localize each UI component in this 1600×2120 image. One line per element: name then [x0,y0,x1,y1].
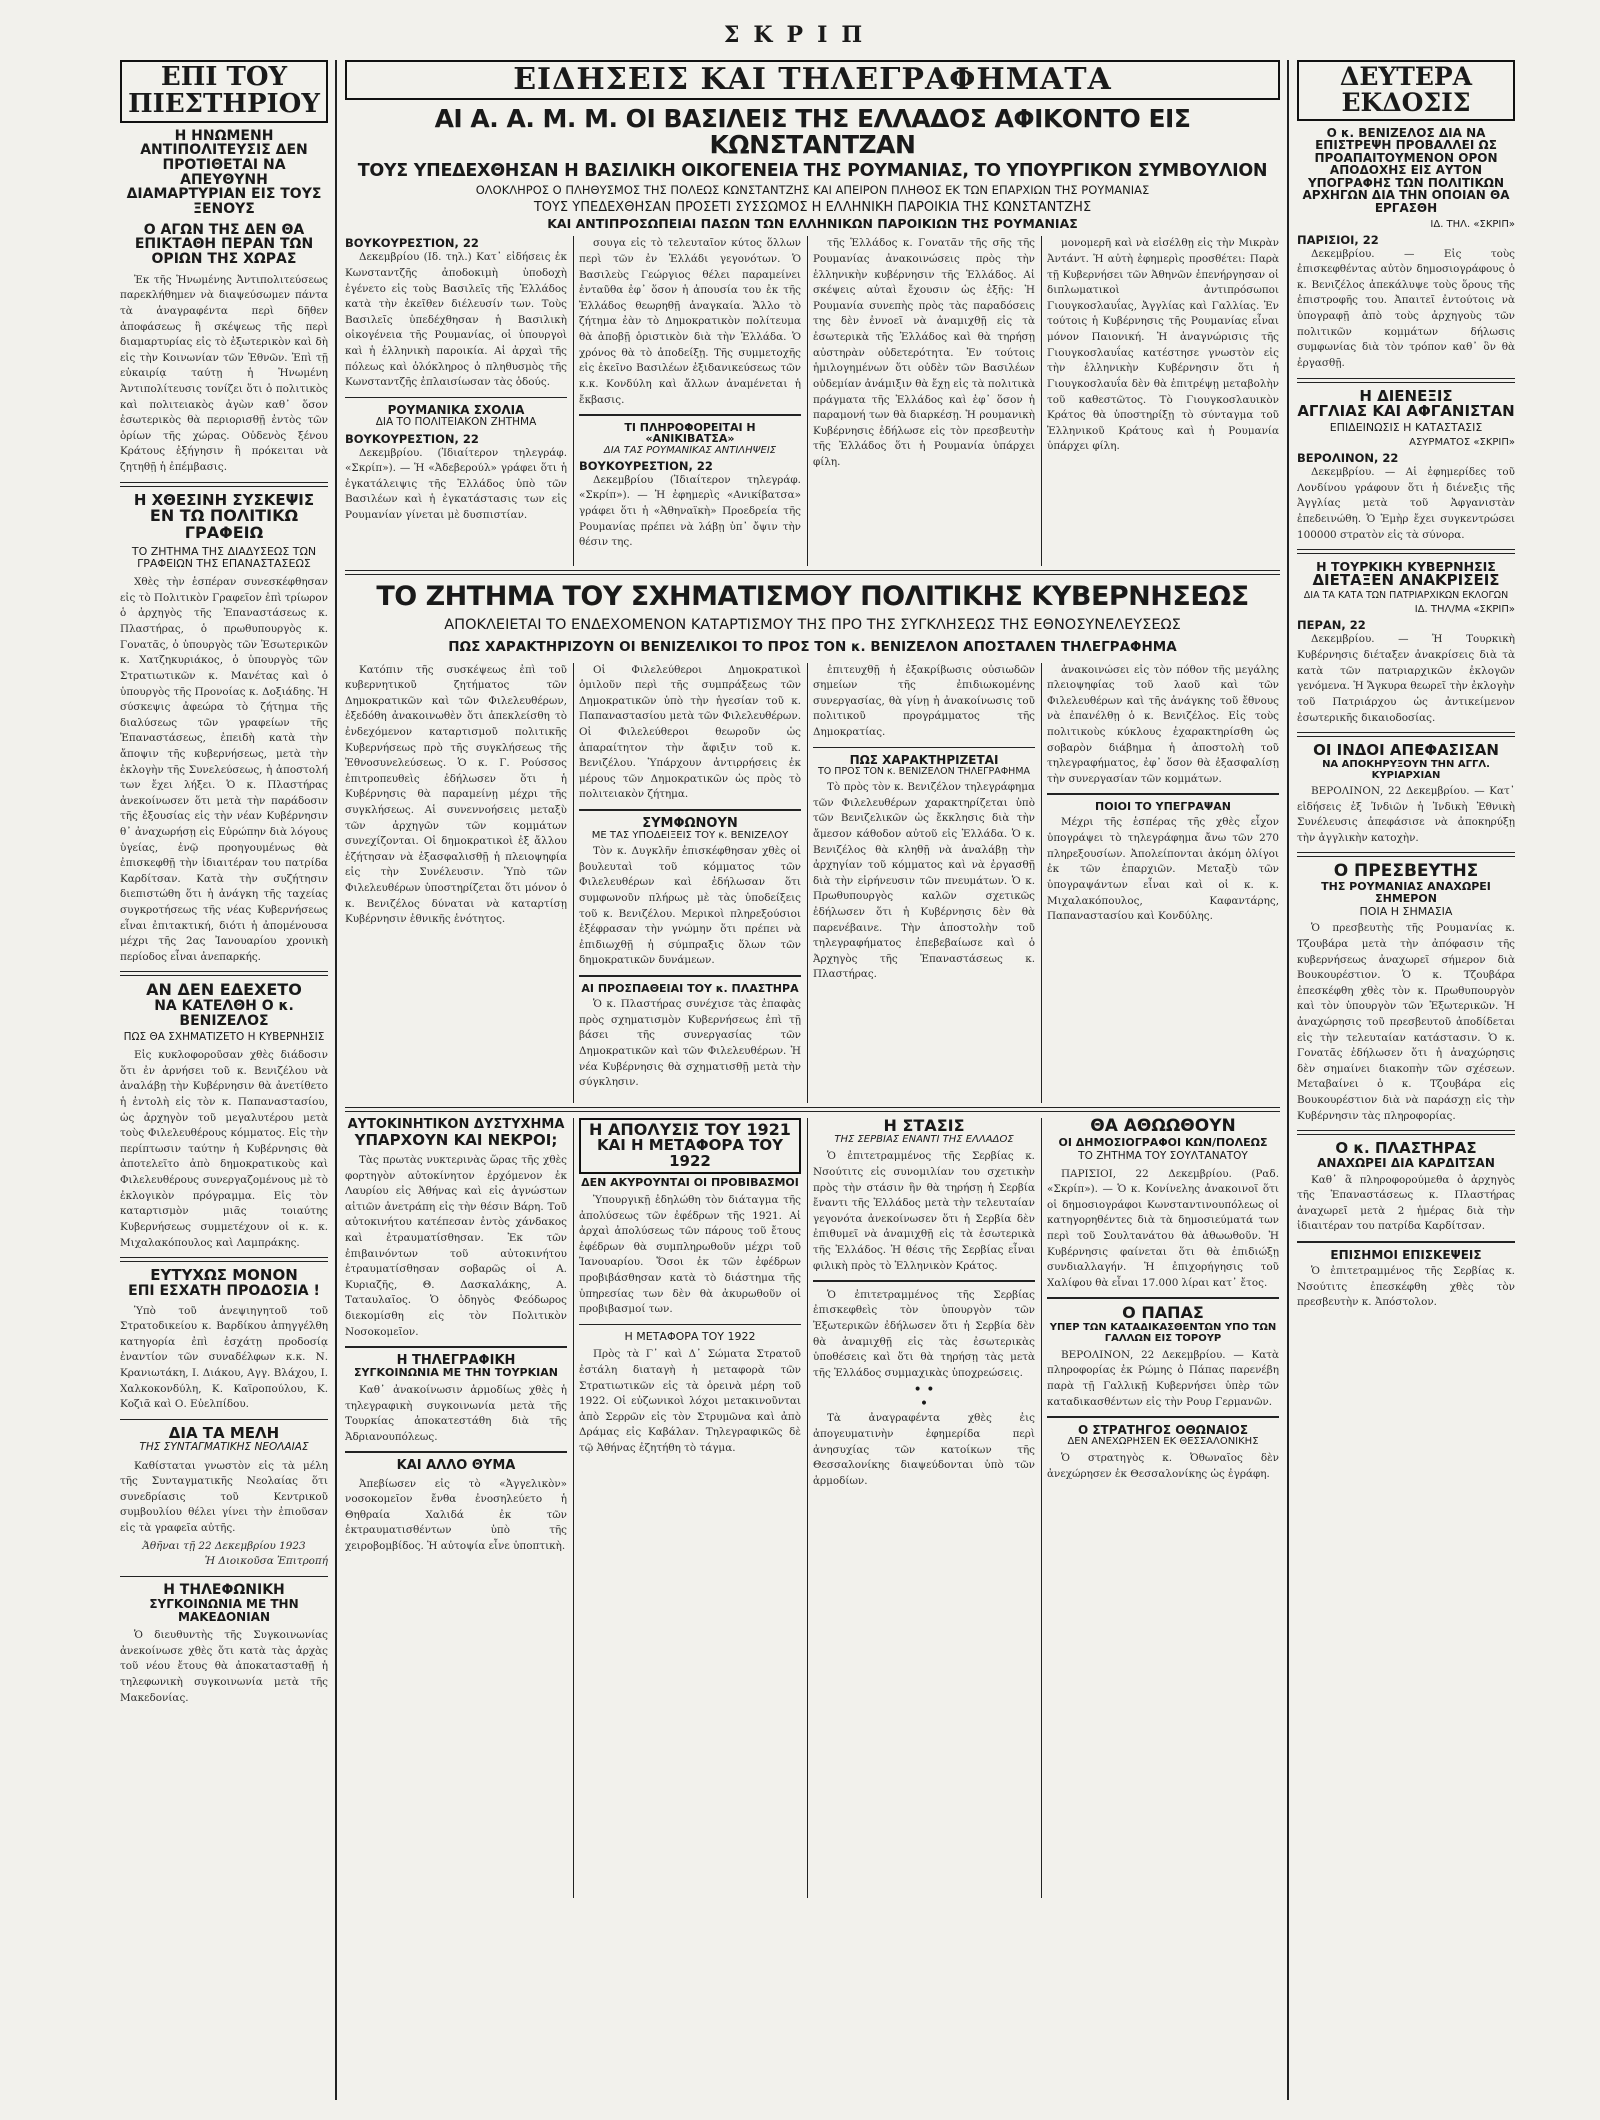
article-text: Οἱ Φιλελεύθεροι Δημοκρατικοὶ ὁμιλοῦν περὶ τῆς συμπράξεως τῶν Δημοκρατικῶν ὑπὸ τὴν ἡγεσίαν τοῦ κ. Παπαναστασίου μετὰ τῶν Φιλελευθέρων. Οἱ Φιλελεύθεροι θεωροῦν ὡς ἀπαραίτητον τὴν ἄφιξιν τοῦ κ. Βενιζέλου. Ὑπάρχουν ἀντιρρήσεις ἐκ μέρους τῶν Δημοκρατικῶν ὡς πρὸς τὸ πολιτειακὸν ζήτημα. [579,663,801,801]
divider [1047,793,1279,795]
subheadline: ΠΩΣ ΘΑ ΣΧΗΜΑΤΙΖΕΤΟ Η ΚΥΒΕΡΝΗΣΙΣ [123,1030,325,1043]
center-section [345,60,1280,2110]
byline: ΙΔ. ΤΗΛ/ΜΑ «ΣΚΡΙΠ» [1414,604,1515,616]
news-column [1047,236,1279,566]
subheadline: ΜΕ ΤΑΣ ΥΠΟΔΕΙΞΕΙΣ ΤΟΥ κ. ΒΕΝΙΖΕΛΟΥ [591,830,789,842]
dateline: ΒΟΥΚΟΥΡΕΣΤΙΟΝ, 22 [345,431,479,446]
article-text: Εἰς κυκλοφοροῦσαν χθὲς διάδοσιν ὅτι ἐν ἀρνήσει τοῦ κ. Βενιζέλου νὰ ἀναλάβῃ τὴν Κυβέρνησιν θὰ ἀνετίθετο ἡ ἐντολὴ εἰς τὸν κ. Παπαναστασίου, ὡς ἀρχηγὸν τοῦ μεγαλυτέρου μετὰ τοὺς Φιλελευθέρους κόμματος. Εἰς τὴν περίπτωσιν ταύτην ἡ Κυβέρνησις θὰ ἀποτελεῖτο ἀπὸ δημοκρατικοὺς καὶ Φιλελευθέρους συνεργαζομένους μὲ τὸ ἐκλογικὸν πρόγραμμα. Εἰς τὸν καταρτισμὸν μιᾶς τοιαύτης Κυβερνήσεως συμμετέχουν οἱ κ. κ. Μιχαλακόπουλος καὶ Λαμπράκης. [120,1049,328,1249]
government-block [345,663,1280,1103]
article-text: Δεκεμβρίου. — Εἰς τοὺς ἐπισκεφθέντας αὐτὸν δημοσιογράφους ὁ κ. Βενιζέλος ἀπεκάλυψε τοὺς ὅρους τῆς ἐπιστροφῆς του. Ἀπαιτεῖ ἐντούτοις νὰ ὑπογραφῇ ἀπὸ τοὺς ἀρχηγοὺς τῶν πολιτικῶν κομμάτων δήλωσις συμφωνίας διὰ τὸν τρόπον καθ᾽ ὃν θὰ ἐργασθῇ. [1297,247,1515,369]
article-text: ἐπιτευχθῇ ἡ ἐξακρίβωσις οὐσιωδῶν σημείων τῆς ἐπιδιωκομένης συνεργασίας, θὰ γίνῃ ἡ ἀνακοίνωσις τοῦ πολιτικοῦ προγράμματος τῆς Δημοκρατίας. [813,663,1035,738]
headline: Η ΤΗΛΕΓΡΑΦΙΚΗ [396,1352,516,1368]
banner-title: ΕΙΔΗΣΕΙΣ ΚΑΙ ΤΗΛΕΓΡΑΦΗΜΑΤΑ [513,62,1112,97]
column-rule [573,236,574,566]
headline: ΝΑ ΚΑΤΕΛΘΗ Ο κ. ΒΕΝΙΖΕΛΟΣ [154,998,294,1029]
dateline: ΠΑΡΙΣΙΟΙ, 22 [1297,232,1379,247]
headline: ΤΗΣ ΡΟΥΜΑΝΙΑΣ ΑΝΑΧΩΡΕΙ ΣΗΜΕΡΟΝ [1321,880,1491,905]
headline: Η ΤΟΥΡΚΙΚΗ ΚΥΒΕΡΝΗΣΙΣ [1316,559,1496,575]
byline: ΑΣΥΡΜΑΤΟΣ «ΣΚΡΙΠ» [1409,437,1515,449]
article-text: Ὁ ἐπιτετραμμένος τῆς Σερβίας ἐπισκεφθεὶς τὸν ὑπουργὸν τῶν Ἐξωτερικῶν ἐδήλωσεν ὅτι ἡ Σερβία δὲν θὰ ἀναμιχθῇ εἰς τὰς ἐσωτερικὰς ὑποθέσεις καὶ ὅτι θὰ τηρήσῃ τὰς μετὰ τῆς Ἑλλάδος συμμαχικὰς ὑποχρεώσεις. [813,1288,1035,1379]
headline: ΕΝ ΤΩ ΠΟΛΙΤΙΚΩ ΓΡΑΦΕΙΩ [149,506,299,543]
news-column [1047,1118,1279,1898]
divider [120,1257,328,1262]
headline: ΑΝ ΔΕΝ ΕΔΕΧΕΤΟ [146,980,302,1000]
article-text: Ὁ ἐπιτετραμμένος τῆς Σερβίας κ. Νσούτιτς εἰς συνομιλίαν του σχετικὴν πρὸς τὴν στάσιν ἣν θὰ τηρήσῃ ἡ Σερβία ἔναντι τῆς Ἑλλάδος μετὰ τὴν τελευταίαν γεγονότα ἀνεκοίνωσεν ὅτι ἡ Σερβία δὲν ἐπιθυμεῖ νὰ ἀναμιχθῇ εἰς τὰ ἐσωτερικὰ τῆς Ἑλλάδος. Ἡ θέσις τῆς Σερβίας εἶναι φιλικὴ πρὸς τὸ Ἑλληνικὸν Κράτος. [813,1150,1035,1272]
article-text: Δεκεμβρίου. (Ἰδιαίτερον τηλεγράφ. «Σκρίπ»). — Ἡ «Ἀδεβερούλ» γράφει ὅτι ἡ ἐγκατάλειψις τῆς Ἑλλάδος ὑπὸ τῶν Βασιλέων καὶ ἡ ἐγκατάστασις των εἰς Ρουμανίαν γίνεται μὲ δυσπιστίαν. [345,446,567,521]
news-column [813,236,1035,566]
article-text: Κατόπιν τῆς συσκέψεως ἐπὶ τοῦ κυβερνητικοῦ ζητήματος τῶν Δημοκρατικῶν καὶ τῶν Φιλελευθέρων, ἐξεδόθη ἀνακοινωθὲν ὅτι ἀπεκλείσθη τὸ ἐνδεχόμενον καταρτισμοῦ πολιτικῆς Κυβερνήσεως πρὸ τῆς συγκλήσεως τῆς Ἐθνοσυνελεύσεως. Ὁ κ. Γ. Ρούσσος ἐπιτροπευθεὶς ἐδήλωσεν ὅτι ἡ Κυβέρνησις θὰ παραμείνῃ μέχρι τῆς συγκλήσεως. Αἱ συνεννοήσεις μεταξὺ τῶν ἀρχηγῶν τῶν κομμάτων συνεχίζονται. Οἱ δημοκρατικοὶ ἐξ ἄλλου ἐζήτησαν νὰ ἐξασφαλισθῇ ἡ πλειοψηφία εἰς τὴν Συνέλευσιν. Ὑπὸ τῶν Φιλελευθέρων ὑποστηρίζεται ὅτι μόνον ὁ κ. Βενιζέλος δύναται νὰ καταρτίσῃ Κυβέρνησιν ἐθνικῆς ἑνότητος. [345,663,567,926]
subheadline: Ο κ. ΒΕΝΙΖΕΛΟΣ ΔΙΑ ΝΑ ΕΠΙΣΤΡΕΨΗ ΠΡΟΒΑΛΛΕΙ ΩΣ ΠΡΟΑΠΑΙΤΟΥΜΕΝΟΝ ΟΡΟΝ ΑΠΟΔΟΧΗΣ ΕΙΣ ΑΥΤΟΝ ΥΠΟΓΡΑΦΗΣ ΤΩΝ ΠΟΛΙΤΙΚΩΝ ΑΡΧΗΓΩΝ ΔΙΑ ΤΗΝ ΟΠΟΙΑΝ ΘΑ ΕΡΓΑΣΘΗ [1302,125,1510,216]
article-text: Ὁ κ. Πλαστήρας συνέχισε τὰς ἐπαφὰς πρὸς σχηματισμὸν Κυβερνήσεως ἐπὶ τῇ βάσει τῆς συνεργασίας τῶν Δημοκρατικῶν καὶ τῶν Φιλελευθέρων. Ἡ νέα Κυβέρνησις θὰ σχηματισθῇ μετὰ τὴν σύγκλησιν. [579,998,801,1089]
headline: Η ΣΤΑΣΙΣ [883,1117,965,1135]
article-text: Καθ᾽ ἀνακοίνωσιν ἀρμοδίως χθὲς ἡ τηλεγραφικὴ συγκοινωνία μετὰ τῆς Τουρκίας ἀποκατεστάθη διὰ τῆς Ἀδριανουπόλεως. [345,1383,567,1443]
article-text: ΠΑΡΙΣΙΟΙ, 22 Δεκεμβρίου. (Ραδ. «Σκρίπ»). — Ὁ κ. Κονίνελης ἀνακοινοῖ ὅτι οἱ δημοσιογράφοι Κωνσταντινουπόλεως οἱ κατηγορηθέντες διὰ τὰ δημοσιεύματά των περὶ τοῦ Σουλτανάτου θὰ ἀθωωθοῦν. Ἡ Κυβέρνησις φαίνεται ὅτι θὰ ἐπιδιώξῃ συνδιαλλαγήν. Ἡ ἐπιχορήγησις τοῦ Χαλίφου θὰ εἶναι 17.000 λίραι κατ᾽ ἔτος. [1047,1167,1279,1289]
main-subheadline: ΚΑΙ ΑΝΤΙΠΡΟΣΩΠΕΙΑΙ ΠΑΣΩΝ ΤΩΝ ΕΛΛΗΝΙΚΩΝ ΠΑΡΟΙΚΙΩΝ ΤΗΣ ΡΟΥΜΑΝΙΑΣ [547,216,1078,232]
article-text: Τὸν κ. Δυγκλῆν ἐπισκέφθησαν χθὲς οἱ βουλευταὶ τοῦ κόμματος τῶν Φιλελευθέρων καὶ ἐδήλωσαν ὅτι συμφωνοῦν πλήρως μὲ τὰς ὑποδείξεις τοῦ κ. Βενιζέλου. Μερικοὶ πληρεξούσιοι ἐξέφρασαν τὴν γνώμην ὅτι πρέπει νὰ ἐπιδιωχθῇ ἡ σύμπραξις ὅλων τῶν δημοκρατικῶν δυνάμεων. [579,845,801,967]
article-text: τῆς Ἑλλάδος κ. Γονατᾶν τῆς σῆς τῆς Ρουμανίας ἀνακοινώσεις πρὸς τὴν ἑλληνικὴν κυβέρνησιν τῆς Ἑλλάδος. Αἱ σκέψεις αὐταὶ ἔχουσιν ὡς ἑξῆς: Ἡ Ρουμανία συνεπὴς πρὸς τὰς παραδόσεις της δὲν ἐννοεῖ νὰ ἀναμιχθῇ εἰς τὰ ἐσωτερικὰ τῆς Ἑλλάδος καὶ θὰ τηρήσῃ αὐστηρὰν οὐδετερότητα. Ἐν τούτοις ἡμιλογημένων ὅτι οὐδὲν τῶν Βασιλέων οὐδεμίαν ἀνάμιξιν θὰ ἔχῃ εἰς τὰ πολιτικὰ πράγματα τῆς Ἑλλάδος καὶ ἐφ᾽ ὅσον ἡ παραμονή των θὰ διαρκέσῃ. Ἡ ρουμανικὴ Κυβέρνησις ἐδήλωσε εἰς τὸν πρεσβευτὴν τῆς Ἑλλάδος ὅτι ἡ Ρουμανία ὑπάρχει φίλη. [813,237,1035,468]
subheadline: ΑΠΟΚΛΕΙΕΤΑΙ ΤΟ ΕΝΔΕΧΟΜΕΝΟΝ ΚΑΤΑΡΤΙΣΜΟΥ ΤΗΣ ΠΡΟ ΤΗΣ ΣΥΓΚΛΗΣΕΩΣ ΤΗΣ ΕΘΝΟΣΥΝΕΛΕΥΣΕΩΣ [444,616,1181,633]
subheadline: ΔΙΑ ΤΟ ΠΟΛΙΤΕΙΑΚΟΝ ΖΗΤΗΜΑ [375,416,537,429]
column-rule [807,1118,808,1898]
column-rule [1041,663,1042,1103]
column-rule [573,1118,574,1898]
subheadline: ΔΙΑ ΤΑ ΚΑΤΑ ΤΩΝ ΠΑΤΡΙΑΡΧΙΚΩΝ ΕΚΛΟΓΩΝ [1303,590,1509,602]
headline: ΡΟΥΜΑΝΙΚΑ ΣΧΟΛΙΑ [387,403,525,418]
headline: ΔΕΥΤΕΡΑ ΕΚΔΟΣΙΣ [1339,62,1473,118]
headline: ΑΙ ΠΡΟΣΠΑΘΕΙΑΙ ΤΟΥ κ. ΠΛΑΣΤΗΡΑ [581,981,799,995]
column-rule [1041,1118,1042,1898]
column-rule [1041,236,1042,566]
subheadline: ΔΙΑ ΤΑΣ ΡΟΥΜΑΝΙΚΑΣ ΑΝΤΙΛΗΨΕΙΣ [603,444,777,456]
headline: ΣΥΜΦΩΝΟΥΝ [642,815,738,831]
article-text: Ὁ διευθυντὴς τῆς Συγκοινωνίας ἀνεκοίνωσε χθὲς ὅτι κατὰ τὰς ἀρχὰς τοῦ νέου ἔτους θὰ ἀποκατασταθῇ ἡ τηλεφωνικὴ συγκοινωνία μετὰ τῆς Μακεδονίας. [120,1629,328,1704]
headline: Η ΑΠΟΛΥΣΙΣ ΤΟΥ 1921 [589,1119,791,1139]
headline: ΔΙΑ ΤΑ ΜΕΛΗ [168,1424,280,1443]
article-text: ΒΕΡΟΛΙΝΟΝ, 22 Δεκεμβρίου. — Κατ᾽ εἰδήσεις ἐξ Ἰνδιῶν ἡ Ἰνδικὴ Ἐθνικὴ Συνέλευσις ἀπεφάσισε νὰ ἀποκηρύξῃ τὴν ἀγγλικὴν κατοχὴν. [1297,784,1515,844]
headline-box [579,1118,801,1174]
dateline: ΒΟΥΚΟΥΡΕΣΤΙΟΝ, 22 [579,458,713,473]
article-text: Δεκεμβρίου (Ιδ. τηλ.) Κατ᾽ εἰδήσεις ἐκ Κωνσταντζῆς ἀποδοκιμὴ ὑποδοχὴ ἐγένετο εἰς τοὺς Βασιλεῖς τῆς Ἑλλάδος κατὰ τὴν ἐκεῖθεν διέλευσίν των. Τοὺς Βασιλεῖς ὑπεδέχθησαν ἡ Βασιλικὴ οἰκογένεια τῆς Ρουμανίας, οἱ ὑπουργοὶ καὶ ἡ ἑλληνικὴ παροικία. Αἱ ἀρχαὶ τῆς πόλεως καὶ ὁλόκληρος ὁ πληθυσμὸς τῆς Κωνσταντζῆς ἐπλαισίωσαν τὰς ὁδούς. [345,251,567,389]
article-text: Ὁ ἐπιτετραμμένος τῆς Σερβίας κ. Νσούτιτς ἐπεσκέφθη χθὲς τὸν πρεσβευτὴν κ. Ἀπόστολον. [1297,1265,1515,1309]
column-rule-right [1287,60,1289,2100]
bottom-news-block [345,1118,1280,1898]
masthead: ΣΚΡΙΠ [723,22,877,48]
article-text: Ἐκ τῆς Ἡνωμένης Ἀντιπολιτεύσεως παρεκλήθημεν νὰ διαψεύσωμεν πάντα τὰ ἀναγραφέντα περὶ δῆθεν ἀποφάσεως ἢ σκέψεως τῆς περὶ διαμαρτυρίας εἰς τὸ ἐξωτερικὸν καὶ δὴ εἰς τὴν Κοινωνίαν τῶν Ἐθνῶν. Ἐπὶ τῇ εὐκαιρίᾳ ταύτῃ ἡ Ἡνωμένη Ἀντιπολίτευσις τονίζει ὅτι ὁ πολιτικὸς καὶ πολιτειακὸς ἀγὼν καθ᾽ ὅσον ἐσωτερικὸς θὰ περιορισθῇ ἐντὸς τῶν ὁρίων τῆς χώρας. Οὐδενὸς ξένου Κράτους ἐξήγησιν ἢ πρόκειται νὰ ζητηθῇ ἡ ἐπέμβασις. [120,273,328,474]
headline: ΕΠΙ ΕΣΧΑΤΗ ΠΡΟΔΟΣΙΑ ! [128,1282,320,1299]
article-text: Ὁ πρεσβευτὴς τῆς Ρουμανίας κ. Τζουβάρα μετὰ τὴν ἀπόφασιν τῆς κυβερνήσεως ἀναχωρεῖ σήμερον διὰ Βουκουρέστιον. Ὁ κ. Τζουβάρα ἐπεσκέφθη χθὲς τὸν κ. Πρωθυπουργὸν καὶ τὸν ὑπουργὸν τῶν Ἐξωτερικῶν. Ἡ ἀναχώρησις τοῦ πρεσβευτοῦ ἀποδίδεται εἰς τὴν τελευταίαν κατάστασιν. Ὁ κ. Γονατᾶς ἐδήλωσεν ὅτι ἡ ἀναχώρησις δὲν σημαίνει διακοπὴν τῶν σχέσεων. Μεταβαίνει ὁ κ. Τζουβάρα εἰς Βουκουρέστιον διὰ νὰ παράσχῃ εἰς τὴν Κυβέρνησιν τὰς πληροφορίας. [1297,922,1515,1122]
headline: ΚΑΙ ΑΛΛΟ ΘΥΜΑ [396,1457,516,1473]
divider [579,809,801,811]
headline: Ο κ. ΠΛΑΣΤΗΡΑΣ [1335,1139,1477,1158]
main-headline: ΑΙ Α. Α. Μ. Μ. ΟΙ ΒΑΣΙΛΕΙΣ ΤΗΣ ΕΛΛΑΔΟΣ ΑΦΙΚΟΝΤΟ ΕΙΣ ΚΩΝΣΤΑΝΤΖΑΝ [434,103,1191,159]
divider [1297,549,1515,554]
article-text: Δεκεμβρίου. — Ἡ Τουρκικὴ Κυβέρνησις διέταξεν ἀνακρίσεις διὰ τὰ κατὰ τῶν πατριαρχικῶν ἐκλογῶν γενόμενα. Ἡ Ἄγκυρα θεωρεῖ τὴν ἐκλογὴν τοῦ Πατριάρχου ὡς ἀντικείμενον ἐσωτερικῆς δικαιοδοσίας. [1297,633,1515,724]
dateline: ΠΕΡΑΝ, 22 [1297,618,1366,633]
royal-news-block [345,236,1280,566]
article-text: Μέχρι τῆς ἑσπέρας τῆς χθὲς εἶχον ὑπογράψει τὸ τηλεγράφημα ἄνω τῶν 270 πληρεξουσίων. Ἀπολείπονται ἀκόμη ὀλίγοι ἐκ τῶν ἐπαρχιῶν. Μεταξὺ τῶν ὑπογραψάντων εἶναι καὶ οἱ κ. κ. Μιχαλακόπουλος, Καφαντάρης, Παπαναστασίου καὶ Κονδύλης. [1047,816,1279,923]
subheadline: Η ΗΝΩΜΕΝΗ ΑΝΤΙΠΟΛΙΤΕΥΣΙΣ ΔΕΝ ΠΡΟΤΙΘΕΤΑΙ ΝΑ ΑΠΕΥΘΥΝΗ ΔΙΑΜΑΡΤΥΡΙΑΝ ΕΙΣ ΤΟΥΣ ΞΕΝΟΥΣ [126,127,322,218]
column-rule [807,663,808,1103]
divider [345,397,567,399]
headline: ΕΠΙΣΗΜΟΙ ΕΠΙΣΚΕΨΕΙΣ [1330,1247,1482,1262]
article-text: Ὁ στρατηγὸς κ. Ὀθωναῖος δὲν ἀνεχώρησεν ἐκ Θεσσαλονίκης ὡς ἐγράφη. [1047,1452,1279,1480]
divider [1297,1241,1515,1243]
news-column [579,236,801,566]
divider [345,1451,567,1453]
byline: ΙΔ. ΤΗΛ. «ΣΚΡΙΠ» [1430,218,1515,230]
article-text: Ἀπεβίωσεν εἰς τὸ «Ἀγγελικὸν» νοσοκομεῖον ἔνθα ἐνοσηλεύετο ἡ Θηθραία Χαλιδά ἐκ τῶν ἐκτραυματισθέντων ὑπὸ τῆς χειροβομβίδος. Ἡ αὐτοψία εἶνε ὑποπτικὴ. [345,1477,567,1552]
dateline: ΒΟΥΚΟΥΡΕΣΤΙΟΝ, 22 [345,236,479,251]
signature: Ἡ Διοικοῦσα Ἐπιτροπή [204,1555,328,1568]
headline: ΕΥΤΥΧΩΣ ΜΟΝΟΝ [150,1266,298,1285]
subheadline: ΠΩΣ ΧΑΡΑΚΤΗΡΙΖΟΥΝ ΟΙ ΒΕΝΙΖΕΛΙΚΟΙ ΤΟ ΠΡΟΣ ΤΟΝ κ. ΒΕΝΙΖΕΛΟΝ ΑΠΟΣΤΑΛΕΝ ΤΗΛΕΓΡΑΦΗΜΑ [448,638,1177,655]
news-column [345,1118,567,1898]
headline: ΣΥΓΚΟΙΝΩΝΙΑ ΜΕ ΤΗΝ ΜΑΚΕΔΟΝΙΑΝ [149,1597,299,1624]
article-text: Χθὲς τὴν ἑσπέραν συνεσκέφθησαν εἰς τὸ Πολιτικὸν Γραφεῖον ἐπὶ τρίωρον ὁ ἀρχηγὸς τῆς Ἐπαναστάσεως κ. Πλαστήρας, ὁ πρωθυπουργὸς κ. Γονατᾶς, ὁ ὑπουργὸς τῶν Ἐσωτερικῶν κ. Χατζηκυριάκος, ὁ ὑπουργὸς τῶν Στρατιωτικῶν κ. Μανέτας καὶ ὁ ὑπουργὸς τῆς Προνοίας κ. Δοξιάδης. Ἡ σύσκεψις ἀφεώρα τὸ ζήτημα τῆς διαλύσεως τῶν γραφείων τῆς Ἐπαναστάσεως, ἐπειδὴ κατὰ τὴν ἄποψιν τῆς κυβερνήσεως, μετὰ τὴν ἐκλογὴν τῆς Συνελεύσεως, ἡ ἀποστολή των ἔχει λήξει. Ὁ κ. Πλαστήρας ἀνεκοίνωσεν ὅτι μετὰ τὴν παράδοσιν τῆς ἐξουσίας εἰς τὴν νέαν Κυβέρνησιν θ᾽ ἀναχωρήσῃ εἰς Εὐρώπην διὰ λόγους ὑγείας, ἐνῷ προηγουμένως θὰ ἐπισκεφθῇ τὴν ἰδιαιτέραν του πατρίδα Καρδίτσαν. Κατὰ τὴν συζήτησιν διεπιστώθη ὅτι ἡ ἀνάγκη τῆς ταχείας συγκροτήσεως τῆς νέας Κυβερνήσεως εἶναι ἐπιτακτική, διότι ἡ ἀπομένουσα μέχρι τῆς 2ας Ἰανουαρίου χρονικὴ περίοδος εἶναι ἀνεπαρκής. [120,576,328,963]
article-text: Δεκεμβρίου. — Αἱ ἐφημερίδες τοῦ Λονδίνου γράφουν ὅτι ἡ διένεξις τῆς Ἀγγλίας μετὰ τοῦ Ἀφγανιστὰν ἐπεδεινώθη. Ὁ Ἐμὴρ ἔχει συγκεντρώσει 100000 στρατὸν εἰς τὰ σύνορα. [1297,466,1515,541]
headline: ΔΙΕΤΑΞΕΝ ΑΝΑΚΡΙΣΕΙΣ [1312,571,1500,590]
headline: ΟΙ ΙΝΔΟΙ ΑΠΕΦΑΣΙΣΑΝ [1313,741,1499,760]
news-column [813,1118,1035,1898]
column-rule [807,236,808,566]
news-column [813,663,1035,1103]
divider [345,1346,567,1348]
article-text: Ὑπὸ τοῦ ἀνεψιηγητοῦ τοῦ Στρατοδικείου κ. Βαρδίκου ἀπηγγέλθη κατηγορία ἐπὶ ἐσχάτῃ προδοσίᾳ ἐναντίον τῶν συναδέλφων κ.κ. Ν. Κρανιωτάκη, Ι. Διάκου, Αγγ. Βλάχου, Ι. Χαλκοκονδύλη, Κ. Καϊροπούλου, Κ. Κοζιᾶ καὶ Ο. Εὐελπίδου. [120,1304,328,1411]
main-subheadline: ΤΟΥΣ ΥΠΕΔΕΧΘΗΣΑΝ Η ΒΑΣΙΛΙΚΗ ΟΙΚΟΓΕΝΕΙΑ ΤΗΣ ΡΟΥΜΑΝΙΑΣ, ΤΟ ΥΠΟΥΡΓΙΚΟΝ ΣΥΜΒΟΥΛΙΟΝ [357,161,1268,181]
news-column [579,663,801,1103]
headline: ΠΩΣ ΧΑΡΑΚΤΗΡΙΖΕΤΑΙ [849,753,999,768]
divider [1047,1297,1279,1299]
column-rule [573,663,574,1103]
news-column [345,236,567,566]
article-text: Καθίσταται γνωστὸν εἰς τὰ μέλη τῆς Συνταγματικῆς Νεολαίας ὅτι συνεδρίασις τοῦ Κεντρικοῦ συμβουλίου θέλει γίνει τὴν ἐπιοῦσαν εἰς τὰ γραφεῖα αὐτῆς. [120,1459,328,1535]
subheadline: ΔΕΝ ΑΝΕΧΩΡΗΣΕΝ ΕΚ ΘΕΣΣΑΛΟΝΙΚΗΣ [1067,1436,1259,1448]
subheadline: ΤΟ ΖΗΤΗΜΑ ΤΟΥ ΣΟΥΛΤΑΝΑΤΟΥ [1078,1149,1248,1162]
subheadline: Η ΜΕΤΑΦΟΡΑ ΤΟΥ 1922 [624,1330,756,1344]
subheadline: ΠΟΙΑ Η ΣΗΜΑΣΙΑ [1359,905,1453,919]
left-headline-box [120,60,328,123]
headline: Ο ΣΤΡΑΤΗΓΟΣ ΟΘΩΝΑΙΟΣ [1077,1422,1249,1437]
article-text: ἀνακοινώσει εἰς τὸν πόθον τῆς μεγάλης πλειοψηφίας τοῦ λαοῦ καὶ τῶν Φιλελευθέρων καὶ τῆς ἀνάγκης τοῦ ἔθνους νὰ ἐπανέλθῃ ὁ κ. Βενιζέλος. Εἰς τοὺς πολιτικοὺς κύκλους ἐχαρακτηρίσθη ὡς σοβαρὸν διάβημα ἡ ἀποστολὴ τοῦ τηλεγραφήματος, ἐφ᾽ ὅσον θὰ ἐξασφαλίσῃ τὴν συνεργασίαν τῶν κομμάτων. [1047,663,1279,785]
divider [813,747,1035,749]
article-text: Καθ᾽ ἃ πληροφορούμεθα ὁ ἀρχηγὸς τῆς Ἐπαναστάσεως κ. Πλαστήρας ἀναχωρεῖ μετὰ 2 ἡμέρας διὰ τὴν ἰδιαιτέραν του πατρίδα Καρδίτσαν. [1297,1173,1515,1233]
headline: ΟΙ ΔΗΜΟΣΙΟΓΡΑΦΟΙ ΚΩΝ/ΠΟΛΕΩΣ [1058,1136,1268,1150]
headline: ΤΙ ΠΛΗΡΟΦΟΡΕΙΤΑΙ Η «ΑΝΙΚΙΒΑΤΣΑ» [624,420,756,446]
subheadline: ΝΑ ΑΠΟΚΗΡΥΞΟΥΝ ΤΗΝ ΑΓΓΛ. ΚΥΡΙΑΡΧΙΑΝ [1322,758,1490,781]
divider [1297,378,1515,383]
headline: ΘΑ ΑΘΩΩΘΟΥΝ [1090,1117,1236,1136]
subheadline: ΤΟ ΖΗΤΗΜΑ ΤΗΣ ΔΙΑΔΥΣΕΩΣ ΤΩΝ ΓΡΑΦΕΙΩΝ ΤΗΣ ΕΠΑΝΑΣΤΑΣΕΩΣ [131,545,317,571]
dateline: ΒΕΡΟΛΙΝΟΝ, 22 [1297,451,1399,466]
subheadline: ΤΗΣ ΣΥΝΤΑΓΜΑΤΙΚΗΣ ΝΕΟΛΑΙΑΣ [139,1441,309,1454]
headline: ΑΥΤΟΚΙΝΗΤΙΚΟΝ ΔΥΣΤΥΧΗΜΑ [347,1117,565,1132]
divider [579,1324,801,1326]
right-headline-box [1297,60,1515,121]
dateline: Ἀθῆναι τῇ 22 Δεκεμβρίου 1923 [142,1539,306,1552]
divider [579,414,801,416]
article-text: Πρὸς τὰ Γ᾽ καὶ Δ᾽ Σώματα Στρατοῦ ἐστάλη διαταγὴ ἡ μεταφορὰ τῶν Στρατιωτικῶν εἰς τὰ ὁρεινὰ μέρη τοῦ 1922. Οἱ εὐζωνικοὶ λόχοι μετακινοῦνται ἀπὸ Σερρῶν εἰς τὸν Στρυμῶνα καὶ ἀπὸ Δράμας εἰς Καβάλαν. Τηλεγραφικῶς δὲ τῷ Ἀθήνας ἐζητήθη τὸ τάγμα. [579,1348,801,1455]
divider [120,971,328,976]
article-text: Τὰς πρωτὰς νυκτερινὰς ὥρας τῆς χθὲς φορτηγὸν αὐτοκίνητον ἐρχόμενον ἐκ Λαυρίου εἰς Ἀθήνας καὶ εἰς ἀγνώστων αἰτιῶν ἀνετράπη εἰς τὴν θέσιν Βάρη. Τοῦ αὐτοκινήτου κατέπεσαν ἐντὸς χάνδακος καὶ ἐτραυματίσθησαν. Ἐκ τῶν ἐπιβαινόντων τοῦ αὐτοκινήτου ἐτραυματίσθησαν σοβαρῶς οἱ Α. Κυριαζῆς, Θ. Δασκαλάκης, Α. Ταταυλαῖος. Ὁ ὁδηγὸς Φεόδωρος διεκομίσθη εἰς τὸν Πολιτικὸν Νοσοκομεῖον. [345,1153,567,1338]
divider [1297,1130,1515,1135]
divider [120,1419,328,1421]
article-text: Τὰ ἀναγραφέντα χθὲς ἐις ἀπογευματινὴν ἐφημερίδα περὶ ἀνησυχίας τῶν κατοίκων τῆς Θεσσαλονίκης διαψεύδονται ὑπὸ τῶν ἁρμοδίων. [813,1412,1035,1487]
article-text: Ὑπουργικῇ ἐδηλώθη τὸν διάταγμα τῆς ἀπολύσεως τῶν ἐφέδρων τῆς 1921. Αἱ ἀρχαὶ ἀπολύσεως τῶν πάρους τοῦ ἔτους ἐφέδρων θὰ συμπληρωθοῦν μέχρι τοῦ Ἰανουαρίου. Ὅσοι ἐκ τῶν ἐφέδρων προβιβάσθησαν κατὰ τὸ διάστημα τῆς ὑπηρεσίας των δὲν θὰ ἀκυρωθοῦν οἱ προβιβασμοί των. [579,1193,801,1316]
news-column [345,663,567,1103]
news-column [1047,663,1279,1103]
headline: Ο ΠΡΕΣΒΕΥΤΗΣ [1333,861,1479,882]
headline: ΑΝΑΧΩΡΕΙ ΔΙΑ ΚΑΡΔΙΤΣΑΝ [1317,1156,1495,1171]
divider [1297,852,1515,857]
main-subheadline: ΟΛΟΚΛΗΡΟΣ Ο ΠΛΗΘΥΣΜΟΣ ΤΗΣ ΠΟΛΕΩΣ ΚΩΝΣΤΑΝΤΖΗΣ ΚΑΙ ΑΠΕΙΡΟΝ ΠΛΗΘΟΣ ΕΚ ΤΩΝ ΕΠΑΡΧΙΩΝ ΤΗΣ ΡΟΥΜΑΝΙΑΣ [475,183,1150,198]
headline: Η ΔΙΕΝΕΞΙΣ [1359,386,1453,405]
news-column [579,1118,801,1898]
divider [813,1280,1035,1282]
headline: Η ΧΘΕΣΙΝΗ ΣΥΣΚΕΨΙΣ [133,490,315,509]
divider [1297,732,1515,737]
article-text: σουγα εἰς τὸ τελευταῖον κύτος ὅλλων περὶ τῶν ἐν Ἑλλάδι γεγονότων. Ὁ Βασιλεὺς Γεώργιος θέλει παραμείνει ἐνταῦθα ἐφ᾽ ὅσον ἡ ἀπουσία του ἐκ τῆς Ἑλλάδος θεωρηθῇ ἀναγκαία. Ἄλλο τὸ ζήτημα ἐὰν τὸ Δημοκρατικὸν πολίτευμα θὰ ἀποβῇ ὁριστικὸν διὰ τὴν Ἑλλάδα. Ὁ χρόνος θὰ τὸ ἀποδείξῃ. Τῆς συμμετοχῆς εἰς ἐκεῖνο Βασιλέων ἐξιδανικεύσεως τῶν κ.κ. Κονδύλη καὶ ἄλλων ἀναμένεται ἡ ἔκβασις. [579,237,801,406]
subheadline: ΤΗΣ ΣΕΡΒΙΑΣ ΕΝΑΝΤΙ ΤΗΣ ΕΛΛΑΔΟΣ [834,1134,1014,1146]
divider [120,1576,328,1578]
divider [1047,1416,1279,1418]
main-subheadline: ΤΟΥΣ ΥΠΕΔΕΧΘΗΣΑΝ ΠΡΟΣΕΤΙ ΣΥΣΣΩΜΟΣ Η ΕΛΛΗΝΙΚΗ ΠΑΡΟΙΚΙΑ ΤΗΣ ΚΩΝΣΤΑΝΤΖΗΣ [533,200,1092,216]
ornament: • • • [913,1382,935,1413]
subheadline: ΕΠΙΔΕΙΝΩΣΙΣ Η ΚΑΤΑΣΤΑΣΙΣ [1329,421,1483,435]
subheadline: ΥΠΕΡ ΤΩΝ ΚΑΤΑΔΙΚΑΣΘΕΝΤΩΝ ΥΠΟ ΤΩΝ ΓΑΛΛΩΝ ΕΙΣ ΤΟΡΟΥΡ [1049,1321,1277,1344]
right-column [1297,60,1515,2110]
article-text: ΒΕΡΟΛΙΝΟΝ, 22 Δεκεμβρίου. — Κατὰ πληροφορίας ἐκ Ρώμης ὁ Πάπας παρενέβη παρὰ τῇ Γαλλικῇ Κυβερνήσει ὑπὲρ τῶν καταδικασθέντων εἰς τὴν Ρουρ Γερμανῶν. [1047,1348,1279,1408]
column-rule-left [335,60,337,2100]
headline: Ο ΠΑΠΑΣ [1122,1302,1204,1322]
article-text: μονομερῆ καὶ νὰ εἰσέλθῃ εἰς τὴν Μικρὰν Ἀντάντ. Ἡ αὐτὴ ἐφημερὶς προσθέτει: Παρὰ τῇ Κυβερνήσει τῶν Ἀθηνῶν ἐπενήργησαν οἱ διπλωματικοὶ ἀντιπρόσωποι Γιουγκοσλαυΐας, Ἀγγλίας καὶ Γαλλίας. Ἐν τούτοις ἡ Κυβέρνησις τῆς Ρουμανίας εἶναι μόνον Παιονική. Ἡ ἀναγνώρισις τῆς Γιουγκοσλαυΐας κατέστησε γνωστὸν εἰς τὴν ἑλληνικὴν Κυβέρνησιν ὅτι ἡ Γιουγκοσλαυΐα δὲν θὰ ἐπιτρέψῃ μεταβολὴν τοῦ καθεστῶτος. Τὸ Γιουγκοσλαυικὸν Κράτος θὰ ὑποστηρίξῃ τὸ σύνταγμα τοῦ Ἑλληνικοῦ Κράτους καὶ ἡ Ρουμανία ὑπάρχει φίλη. [1047,237,1279,453]
headline: Η ΤΗΛΕΦΩΝΙΚΗ [163,1582,285,1599]
headline: ΤΟ ΖΗΤΗΜΑ ΤΟΥ ΣΧΗΜΑΤΙΣΜΟΥ ΠΟΛΙΤΙΚΗΣ ΚΥΒΕΡΝΗΣΕΩΣ [376,581,1249,613]
subheadline: Ο ΑΓΩΝ ΤΗΣ ΔΕΝ ΘΑ ΕΠΙΚΤΑΘΗ ΠΕΡΑΝ ΤΩΝ ΟΡΙΩΝ ΤΗΣ ΧΩΡΑΣ [134,221,314,268]
section-banner [345,60,1280,100]
divider [345,570,1280,575]
subheadline: ΤΟ ΠΡΟΣ ΤΟΝ κ. ΒΕΝΙΖΕΛΟΝ ΤΗΛΕΓΡΑΦΗΜΑ [817,765,1031,777]
subheadline: ΔΕΝ ΑΚΥΡΟΥΝΤΑΙ ΟΙ ΠΡΟΒΙΒΑΣΜΟΙ [581,1175,799,1189]
divider [345,1107,1280,1112]
headline: ΚΑΙ Η ΜΕΤΑΦΟΡΑ ΤΟΥ 1922 [597,1136,783,1171]
divider [579,975,801,977]
left-column [120,60,328,2110]
headline: ΠΟΙΟΙ ΤΟ ΥΠΕΓΡΑΨΑΝ [1095,799,1231,813]
headline: ΕΠΙ ΤΟΥ ΠΙΕΣΤΗΡΙΟΥ [128,62,320,120]
headline: ΑΓΓΛΙΑΣ ΚΑΙ ΑΦΓΑΝΙΣΤΑΝ [1297,402,1515,421]
headline: ΥΠΑΡΧΟΥΝ ΚΑΙ ΝΕΚΡΟΙ; [354,1131,558,1150]
divider [120,482,328,487]
article-text: Τὸ πρὸς τὸν κ. Βενιζέλον τηλεγράφημα τῶν Φιλελευθέρων χαρακτηρίζεται ὑπὸ τῶν Βενιζελικῶν ὡς ἔκκλησις διὰ τὴν ἄμεσον κάθοδον αὐτοῦ εἰς Ἑλλάδα. Ὁ κ. Βενιζέλος θὰ κληθῇ νὰ ἀναλάβῃ τὴν ἀρχηγίαν τοῦ κόμματος καὶ νὰ ἐργασθῇ διὰ τὴν εἰρήνευσιν τῶν πνευμάτων. Ὁ κ. Πρωθυπουργὸς καλῶν σχετικῶς ἐδήλωσεν ὅτι ἡ Κυβέρνησις δὲν θὰ παρενέβαινε. Τὴν ἀποστολὴν τοῦ τηλεγραφήματος ἐπεβεβαίωσε καὶ ὁ Ἀρχηγὸς τῆς Ἐπαναστάσεως κ. Πλαστήρας. [813,781,1035,981]
article-text: Δεκεμβρίου (Ἰδιαίτερον τηλεγράφ. «Σκρίπ»). — Ἡ ἐφημερὶς «Ανικίβατσα» γράφει ὅτι ἡ «Ἀθηναϊκὴ» Προεδρεία τῆς Ρουμανίας πρέπει νὰ λάβῃ ὑπ᾽ ὄψιν τὴν θέσιν της. [579,473,801,549]
headline: ΣΥΓΚΟΙΝΩΝΙΑ ΜΕ ΤΗΝ ΤΟΥΡΚΙΑΝ [354,1366,558,1380]
